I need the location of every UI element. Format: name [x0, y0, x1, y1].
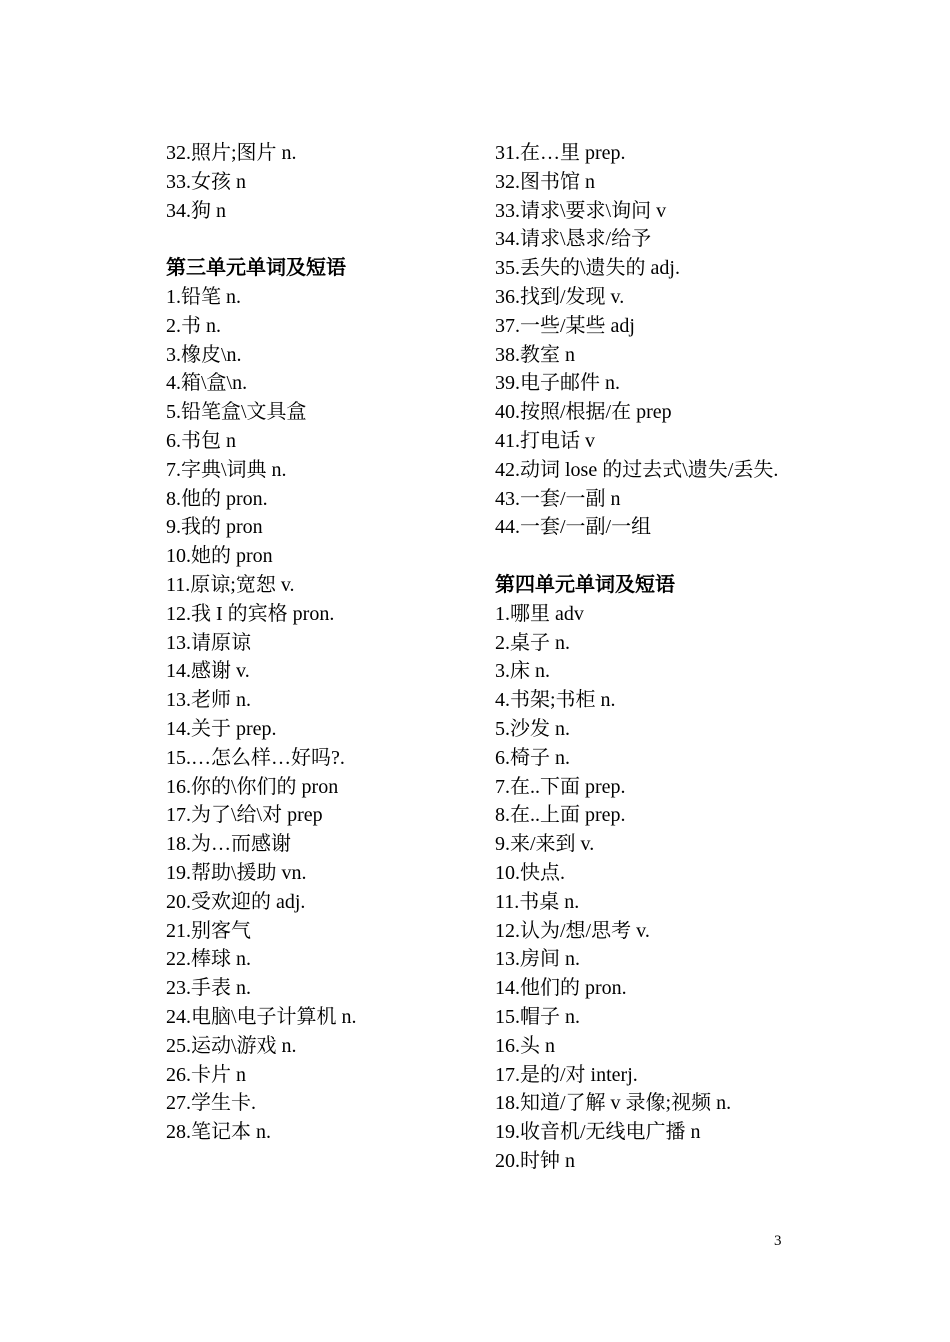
- unit-3-heading: 第三单元单词及短语: [166, 257, 346, 280]
- list-item: 2.书 n.: [166, 314, 221, 337]
- list-item: 31.在…里 prep.: [495, 142, 626, 164]
- list-item: 12.认为/想/思考 v.: [495, 919, 650, 942]
- list-item: 36.找到/发现 v.: [495, 285, 625, 308]
- list-item: 14.他们的 pron.: [495, 977, 627, 1000]
- list-item: 27.学生卡.: [166, 1092, 256, 1115]
- list-item: 9.我的 pron: [166, 516, 263, 539]
- list-item: 8.他的 pron.: [166, 487, 268, 510]
- list-item: 32.图书馆 n: [495, 170, 595, 193]
- list-item: 14.关于 prep.: [166, 717, 277, 740]
- list-item: 17.是的/对 interj.: [495, 1063, 638, 1086]
- right-column: [495, 139, 795, 1176]
- list-item: 1.铅笔 n.: [166, 285, 241, 308]
- list-item: 39.电子邮件 n.: [495, 372, 620, 395]
- list-item: 25.运动\游戏 n.: [166, 1034, 297, 1057]
- right-top-list: [495, 139, 795, 542]
- list-item: 18.知道/了解 v 录像;视频 n.: [495, 1092, 732, 1115]
- list-item: 26.卡片 n: [166, 1063, 246, 1086]
- list-item: 19.收音机/无线电广播 n: [495, 1121, 701, 1144]
- list-item: 21.别客气: [166, 919, 251, 942]
- list-item: 6.书包 n: [166, 429, 236, 452]
- list-item: 9.来/来到 v.: [495, 833, 595, 856]
- list-item: 33.请求\要求\询问 v: [495, 199, 667, 222]
- list-item: 11.书桌 n.: [495, 890, 580, 913]
- list-item: 35.丢失的\遗失的 adj.: [495, 257, 680, 280]
- blank-line: [166, 225, 476, 254]
- list-item: 14.感谢 v.: [166, 660, 250, 683]
- unit-4-heading: 第四单元单词及短语: [495, 573, 675, 596]
- list-item: 4.书架;书柜 n.: [495, 689, 616, 712]
- list-item: 42.动词 lose 的过去式\遗失/丢失.: [495, 458, 779, 481]
- list-item: 5.铅笔盒\文具盒: [166, 401, 307, 424]
- list-item: 13.老师 n.: [166, 689, 251, 712]
- list-item: 20.受欢迎的 adj.: [166, 890, 306, 913]
- list-item: 5.沙发 n.: [495, 717, 570, 740]
- list-item: 40.按照/根据/在 prep: [495, 401, 672, 424]
- page-number: 3: [774, 1233, 782, 1249]
- list-item: 19.帮助\援助 vn.: [166, 861, 307, 884]
- left-top-list: [166, 139, 476, 225]
- list-item: 11.原谅;宽恕 v.: [166, 573, 295, 596]
- list-item: 7.字典\词典 n.: [166, 458, 287, 481]
- list-item: 23.手表 n.: [166, 977, 251, 1000]
- list-item: 12.我 I 的宾格 pron.: [166, 602, 335, 625]
- list-item: 2.桌子 n.: [495, 631, 570, 654]
- list-item: 13.请原谅: [166, 631, 251, 654]
- list-item: 17.为了\给\对 prep: [166, 804, 323, 827]
- list-item: 3.床 n.: [495, 660, 550, 683]
- list-item: 38.教室 n: [495, 343, 575, 366]
- list-item: 22.棒球 n.: [166, 948, 251, 971]
- list-item: 33.女孩 n: [166, 170, 246, 193]
- list-item: 6.椅子 n.: [495, 746, 570, 769]
- list-item: 13.房间 n.: [495, 948, 580, 971]
- list-item: 34.请求\恳求/给予: [495, 228, 652, 251]
- list-item: 37.一些/某些 adj: [495, 314, 635, 337]
- unit-3-list: [166, 283, 476, 1147]
- list-item: 20.时钟 n: [495, 1149, 575, 1172]
- list-item: 32.照片;图片 n.: [166, 142, 297, 164]
- list-item: 3.橡皮\n.: [166, 343, 242, 366]
- list-item: 18.为…而感谢: [166, 833, 291, 856]
- list-item: 16.你的\你们的 pron: [166, 775, 339, 798]
- list-item: 7.在..下面 prep.: [495, 775, 626, 798]
- list-item: 43.一套/一副 n: [495, 487, 621, 510]
- unit-4-list: [495, 600, 795, 1176]
- list-item: 15.…怎么样…好吗?.: [166, 746, 345, 769]
- list-item: 10.她的 pron: [166, 545, 273, 568]
- list-item: 4.箱\盒\n.: [166, 372, 248, 395]
- list-item: 1.哪里 adv: [495, 602, 584, 625]
- list-item: 15.帽子 n.: [495, 1005, 580, 1028]
- blank-line: [495, 542, 795, 571]
- left-column: [166, 139, 476, 1147]
- list-item: 24.电脑\电子计算机 n.: [166, 1005, 357, 1028]
- list-item: 8.在..上面 prep.: [495, 804, 626, 827]
- list-item: 41.打电话 v: [495, 429, 595, 452]
- list-item: 44.一套/一副/一组: [495, 516, 652, 539]
- list-item: 16.头 n: [495, 1034, 555, 1057]
- list-item: 28.笔记本 n.: [166, 1121, 271, 1144]
- list-item: 10.快点.: [495, 861, 565, 884]
- list-item: 34.狗 n: [166, 199, 226, 222]
